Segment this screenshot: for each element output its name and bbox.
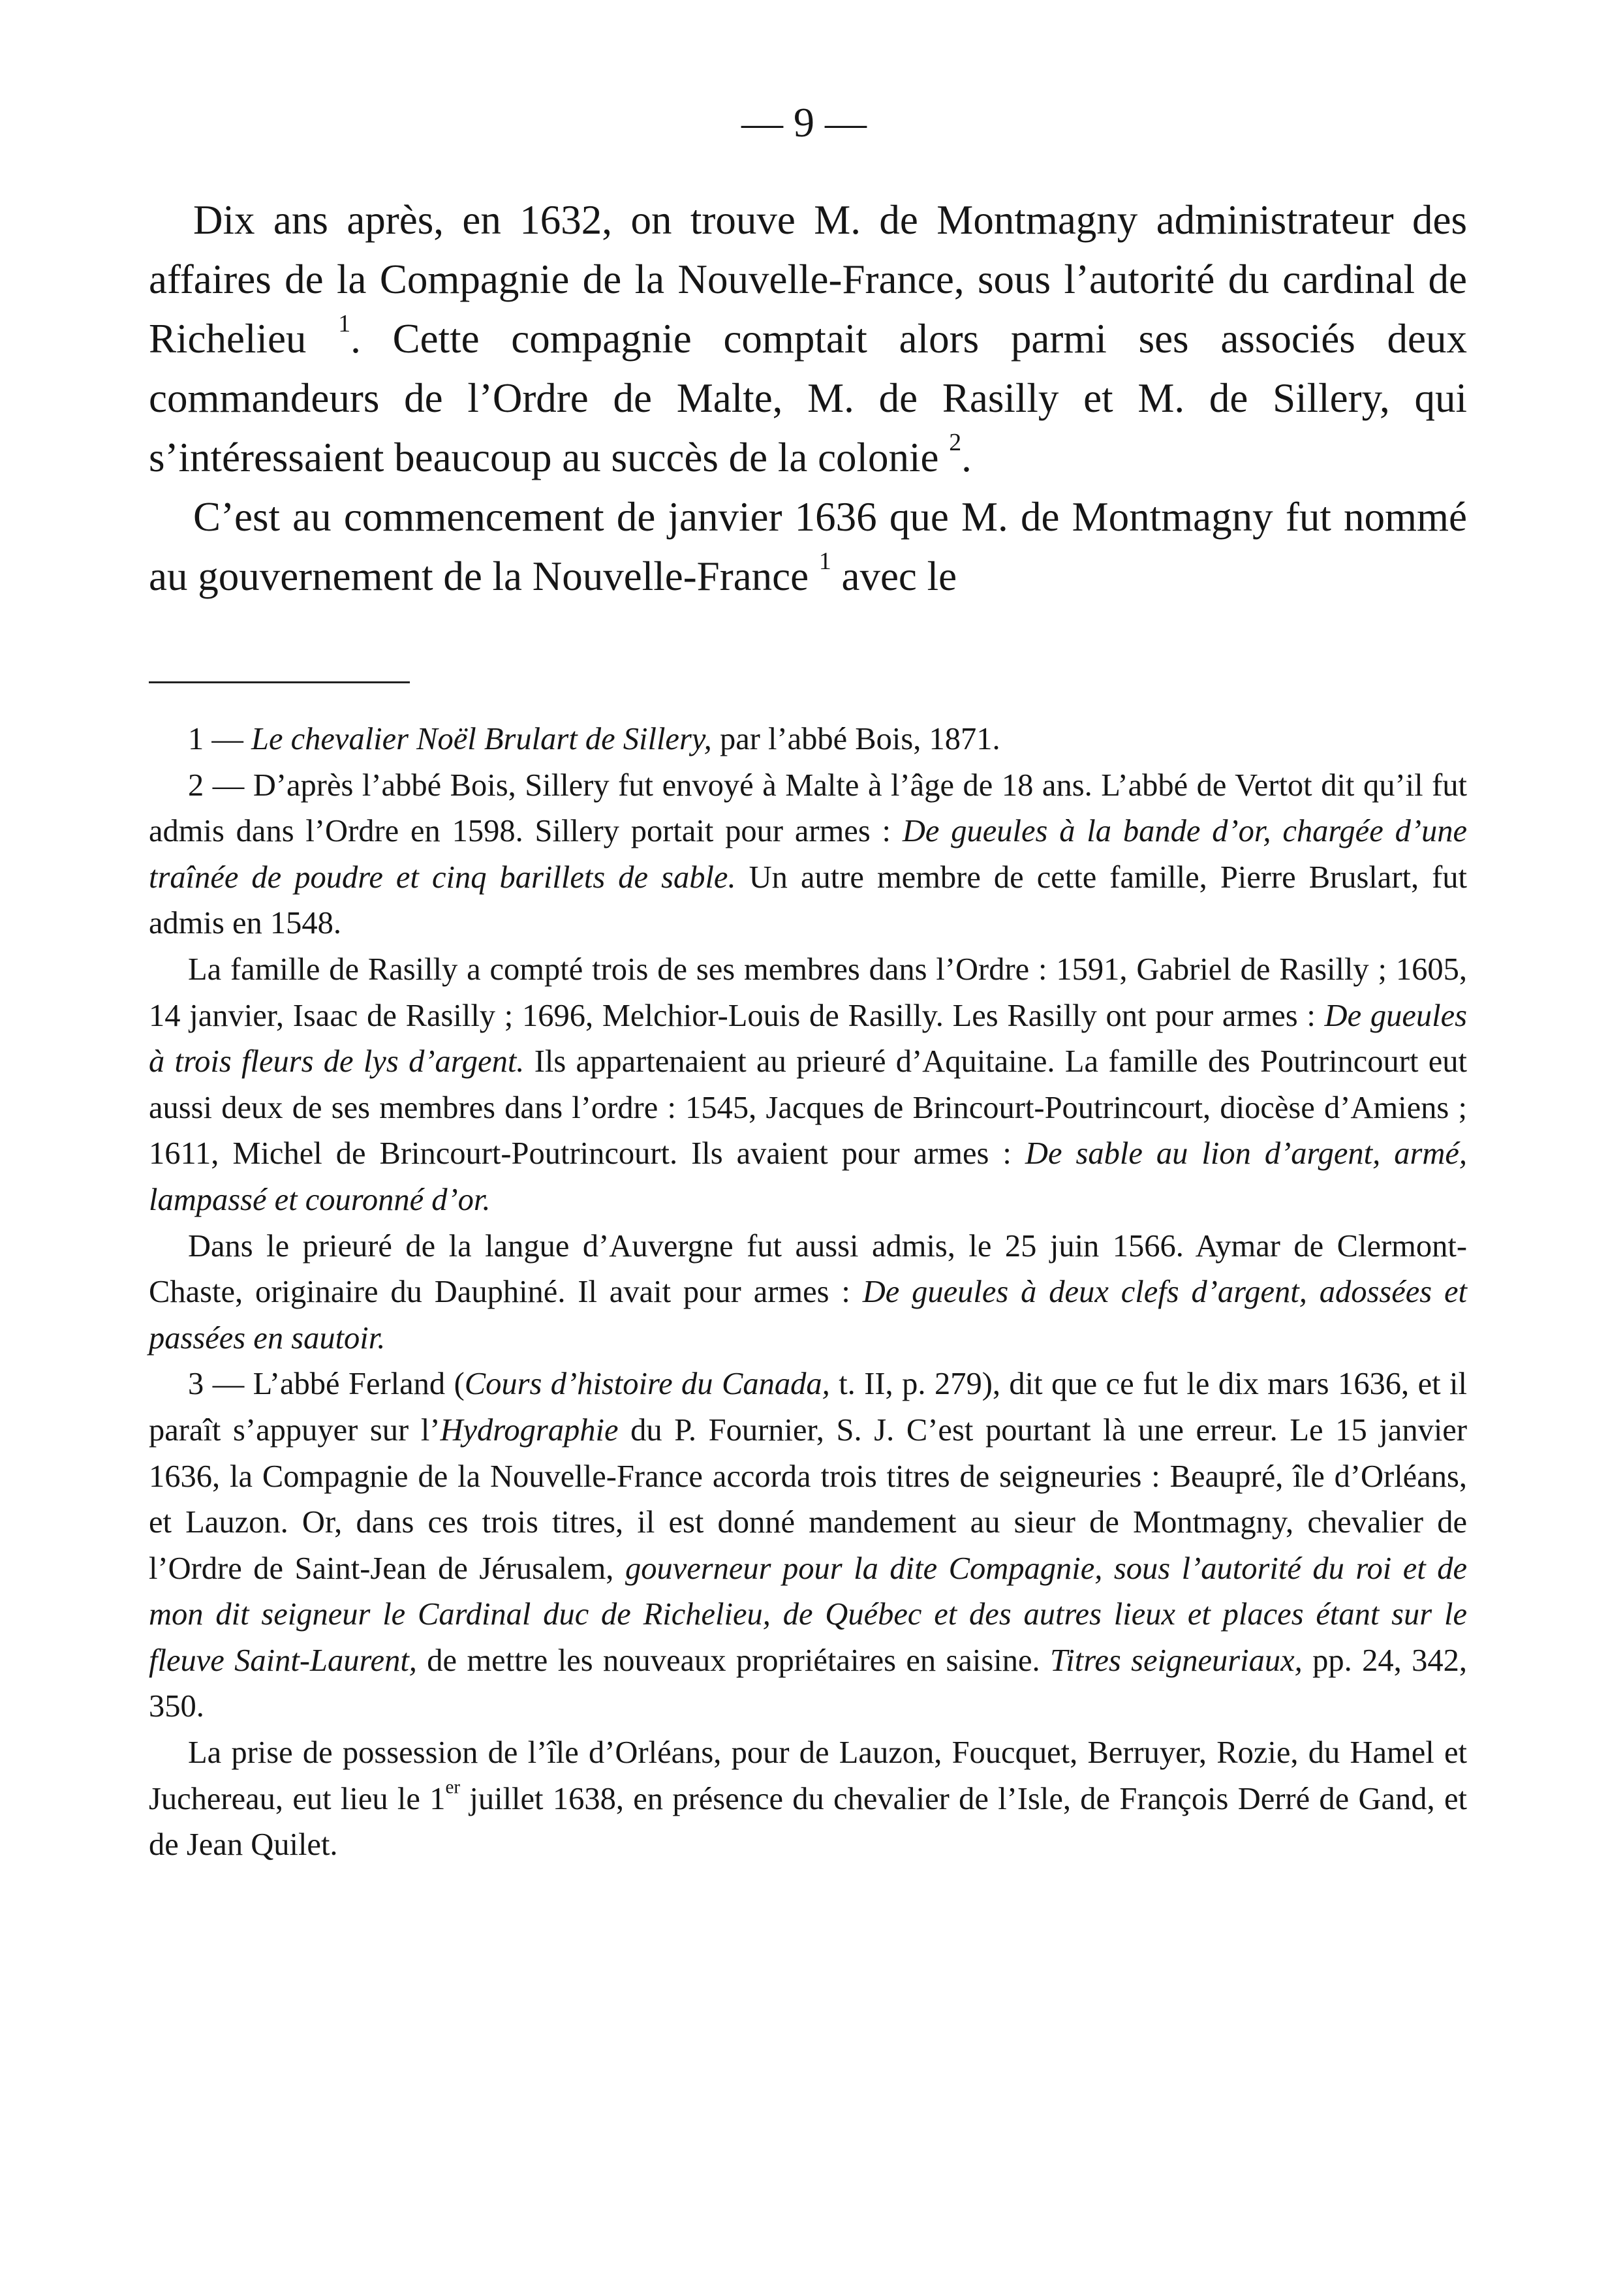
footnotes [149, 717, 1467, 1869]
footnote-2-rasilly [149, 947, 1467, 1224]
footnote-1 [149, 717, 1467, 763]
italic-segment: Hydrographie [440, 1412, 619, 1448]
main-text [149, 191, 1467, 606]
footnote-ref: 1 [338, 309, 351, 337]
text-segment: Dix ans après, en 1632, on trouve M. de Montmagny administrateur des affaires de la Compagnie de la Nouvelle-France, sous l’autorité du cardinal de Richelieu [149, 197, 1467, 362]
text-segment: t. II, p. 279), dit que ce fut le dix mars 1636, et il paraît s’appuyer sur l’ [149, 1367, 1467, 1448]
footnote-ref: 2 [949, 428, 962, 456]
text-segment: Un autre membre de cette famille, Pierre Bruslart, fut admis en 1548. [149, 860, 1467, 941]
text-segment: La prise de possession de l’île d’Orléans, pour de Lauzon, Foucquet, Berruyer, Rozie, du Hamel et Juchereau, eut lieu le 1 [149, 1735, 1467, 1816]
footnote-separator [149, 681, 410, 683]
text-segment: C’est au commencement de janvier 1636 que M. de Montmagny fut nommé au gouvernement de la Nouvelle-France [149, 494, 1467, 599]
text-segment: avec le [831, 553, 957, 599]
italic-segment: Cours d’histoire du Canada, [464, 1367, 830, 1402]
superscript: er [445, 1776, 461, 1797]
italic-segment: De gueules à deux clefs d’argent, adossées et passées en sautoir. [149, 1275, 1467, 1356]
text-segment: D’après l’abbé Bois, Sillery fut envoyé à Malte à l’âge de 18 ans. L’abbé de Vertot dit qu’il fut admis dans l’Ordre en 1598. Sillery portait pour armes : [149, 768, 1467, 849]
page-number: — 9 — [741, 99, 867, 146]
italic-segment: Le chevalier Noël Brulart de Sillery, [251, 722, 712, 756]
text-segment: Dans le prieuré de la langue d’Auvergne fut aussi admis, le 25 juin 1566. Aymar de Clermont-Chaste, originaire du Dauphiné. Il avait pour armes : [149, 1228, 1467, 1310]
main-paragraph-1 [149, 191, 1467, 488]
text-segment: pp. 24, 342, 350. [149, 1643, 1467, 1724]
italic-segment: De gueules à la bande d’or, chargée d’une traînée de poudre et cinq barillets de sable. [149, 814, 1467, 895]
text-segment: Ils appartenaient au prieuré d’Aquitaine. La famille des Poutrincourt eut aussi deux de ses membres dans l’ordre : 1545, Jacques de Brincourt-Poutrincourt, diocèse d’Amiens ; 1611, Michel de Brincourt-Poutrincourt. Ils avaient pour armes : [149, 1044, 1467, 1171]
text-segment: La famille de Rasilly a compté trois de ses membres dans l’Ordre : 1591, Gabriel de Rasilly ; 1605, 14 janvier, Isaac de Rasilly ; 1696, Melchior-Louis de Rasilly. Les Rasilly ont pour armes : [149, 952, 1467, 1033]
text-segment: de mettre les nouveaux propriétaires en saisine. [416, 1643, 1050, 1678]
footnote-number: 3 — [188, 1367, 253, 1402]
italic-segment: De gueules à trois fleurs de lys d’argent. [149, 998, 1467, 1079]
footnote-3 [149, 1361, 1467, 1730]
footnote-ref: 1 [818, 547, 831, 575]
text-segment: par l’abbé Bois, 1871. [711, 722, 1000, 756]
footnote-number: 2 — [188, 768, 253, 803]
footnote-3-orleans [149, 1730, 1467, 1869]
footnote-2-auvergne [149, 1224, 1467, 1362]
text-segment: L’abbé Ferland ( [253, 1367, 465, 1402]
text-segment: juillet 1638, en présence du chevalier de l’Isle, de François Derré de Gand, et de Jean Quilet. [149, 1781, 1467, 1863]
text-segment: . Cette compagnie comptait alors parmi ses associés deux commandeurs de l’Ordre de Malte, M. de Rasilly et M. de Sillery, qui s’intéressaient beaucoup au succès de la colonie [149, 316, 1467, 480]
footnote-number: 1 — [188, 722, 251, 756]
italic-segment: Titres seigneuriaux, [1050, 1643, 1303, 1678]
text-segment: du P. Fournier, S. J. C’est pourtant là une erreur. Le 15 janvier 1636, la Compagnie de la Nouvelle-France accorda trois titres de seigneuries : Beaupré, île d’Orléans, et Lauzon. Or, dans ces trois titres, il est donné mandement au sieur de Montmagny, chevalier de l’Ordre de Saint-Jean de Jérusalem, [149, 1412, 1467, 1586]
footnote-2 [149, 763, 1467, 947]
text-segment: . [961, 435, 972, 480]
italic-segment: De sable au lion d’argent, armé, lampassé et couronné d’or. [149, 1136, 1468, 1217]
main-paragraph-2 [149, 488, 1467, 606]
italic-segment: gouverneur pour la dite Compagnie, sous l’autorité du roi et de mon dit seigneur le Cardinal duc de Richelieu, de Québec et des autres lieux et places étant sur le fleuve Saint-Laurent, [149, 1551, 1467, 1678]
